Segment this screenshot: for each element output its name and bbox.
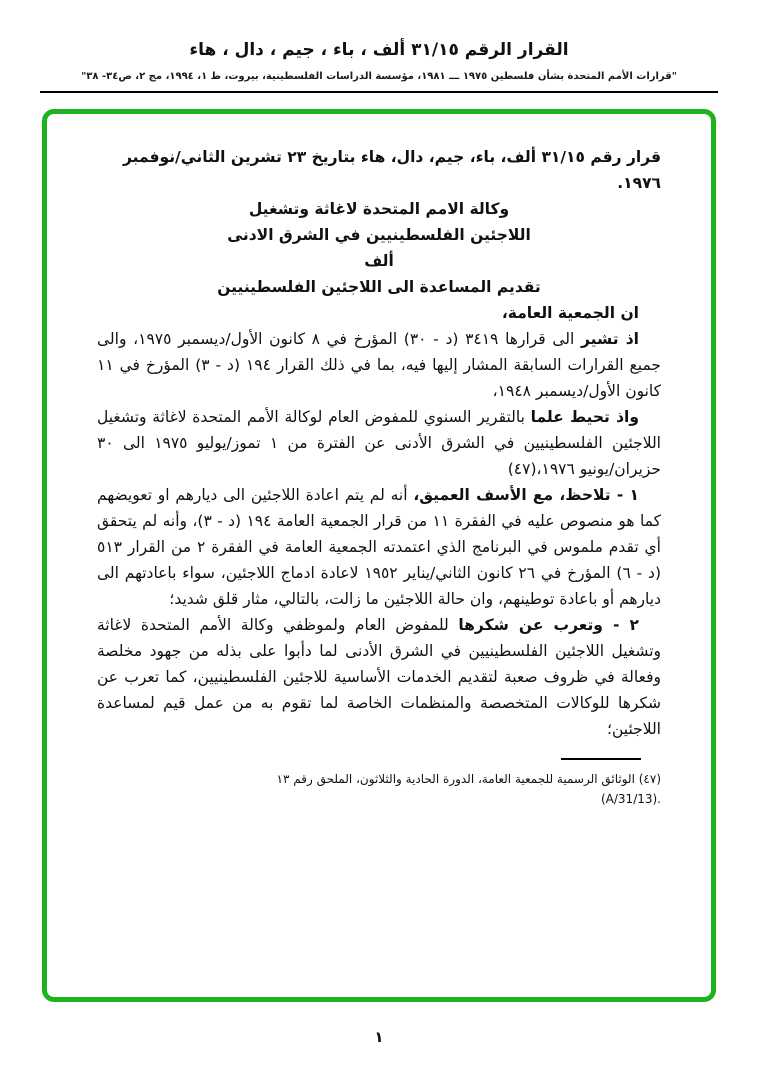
footnote-reference: (A/31/13).	[600, 792, 661, 806]
page-header	[0, 0, 758, 93]
paragraph-lead: واذ تحيط علما	[530, 408, 639, 426]
section-letter: ألف	[364, 252, 394, 270]
page-number: ١	[374, 1028, 384, 1046]
agency-name-line1: وكالة الامم المتحدة لاغاثة وتشغيل	[248, 200, 510, 218]
preamble-paragraph-1	[97, 326, 661, 404]
agency-name-line2: اللاجئين الفلسطينيين في الشرق الادنى	[227, 226, 531, 244]
source-citation: "قرارات الأمم المتحدة بشأن فلسطين ١٩٧٥ ـــ ١٩٨١، مؤسسة الدراسات الفلسطينية، بيروت، ط ١، ١٩٩٤، مج ٢، ص٣٤- ٣٨"	[81, 71, 677, 82]
paragraph-lead: ١ - تلاحظ، مع الأسف العميق،	[413, 486, 639, 504]
preamble-opening: ان الجمعية العامة،	[501, 304, 639, 322]
footnote	[97, 769, 661, 809]
header-divider	[40, 91, 718, 93]
resolution-heading: قرار رقم ٣١/١٥ ألف، باء، جيم، دال، هاء بتاريخ ٢٣ تشرين الثاني/نوفمبر ١٩٧٦.	[122, 148, 661, 192]
paragraph-text: للمفوض العام ولموظفي وكالة الأمم المتحدة لاغاثة وتشغيل اللاجئين الفلسطينيين في الشرق الأدنى لما دأبوا على بذله من جهود مخلصة وفعالة في ظروف صعبة لتقديم الخدمات الأساسية للاجئين الفلسطينيين، كما تعرب عن شكرها للوكالات المتخصصة والمنظمات الخاصة لما تقوم به من عمل قيم لمساعدة اللاجئين؛	[97, 616, 661, 738]
page-title: القرار الرقم ٣١/١٥ ألف ، باء ، جيم ، دال ، هاء	[189, 40, 569, 60]
operative-paragraph-1	[97, 482, 661, 612]
preamble-paragraph-2	[97, 404, 661, 482]
footnote-divider	[561, 758, 641, 760]
paragraph-text: أنه لم يتم اعادة اللاجئين الى ديارهم او تعويضهم كما هو منصوص عليه في الفقرة ١١ من قرار الجمعية العامة ١٩٤ (د - ٣)، وأنه لم يتحقق أي تقدم ملموس في البرنامج الذي اعتمدته الجمعية العامة في الفقرة ٢ من القرار ٥١٣ (د - ٦) المؤرخ في ٢٦ كانون الثاني/يناير ١٩٥٢ لاعادة ادماج اللاجئين، سواء باعادتهم الى ديارهم أو باعادة توطينهم، وان حالة اللاجئين ما زالت، بالتالي، مثار قلق شديد؛	[97, 486, 662, 608]
footnote-text: (٤٧) الوثائق الرسمية للجمعية العامة، الدورة الحادية والثلاثون، الملحق رقم ١٣	[276, 772, 661, 786]
paragraph-lead: ٢ - وتعرب عن شكرها	[458, 616, 639, 634]
paragraph-lead: اذ تشير	[581, 330, 639, 348]
document-frame	[42, 109, 716, 1002]
paragraph-text: بالتقرير السنوي للمفوض العام لوكالة الأمم المتحدة لاغاثة وتشغيل اللاجئين الفلسطينيين في الشرق الأدنى عن الفترة من ١ تموز/يوليو ١٩٧٥ الى ٣٠ حزيران/يونيو ١٩٧٦،(٤٧)	[97, 408, 661, 478]
section-title: تقديم المساعدة الى اللاجئين الفلسطينيين	[217, 278, 541, 296]
paragraph-text: الى قرارها ٣٤١٩ (د - ٣٠) المؤرخ في ٨ كانون الأول/ديسمبر ١٩٧٥، والى جميع القرارات السابقة المشار إليها فيه، بما في ذلك القرار ١٩٤ (د - ٣) المؤرخ في ١١ كانون الأول/ديسمبر ١٩٤٨،	[97, 330, 661, 400]
operative-paragraph-2	[97, 612, 661, 742]
